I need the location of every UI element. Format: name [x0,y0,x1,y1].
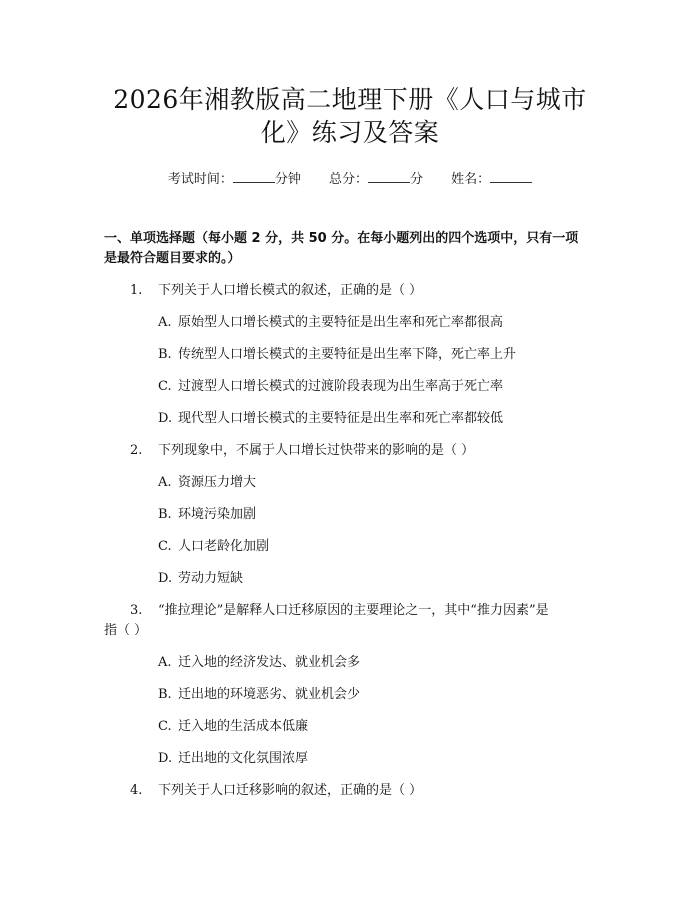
student-name-blank [490,170,532,183]
option-text: 现代型人口增长模式的主要特征是出生率和死亡率都较低 [178,411,504,426]
question-text: 下列关于人口迁移影响的叙述，正确的是（ ） [158,783,423,798]
question-1-option-d [158,410,503,428]
option-text: 环境污染加剧 [178,507,257,522]
option-text: 过渡型人口增长模式的过渡阶段表现为出生率高于死亡率 [178,379,504,394]
option-letter: A. [158,475,172,490]
total-score-blank [368,170,410,183]
option-letter: D. [158,751,173,766]
option-letter: B. [158,687,172,702]
option-text: 传统型人口增长模式的主要特征是出生率下降，死亡率上升 [178,347,517,362]
question-text: 下列现象中，不属于人口增长过快带来的影响的是（ ） [158,443,475,458]
option-letter: C. [158,539,172,554]
student-name [451,170,532,189]
option-text: 劳动力短缺 [178,571,244,586]
option-text: 迁出地的环境恶劣、就业机会少 [178,687,361,702]
option-letter: C. [158,379,172,394]
question-1-option-b [158,346,516,364]
question-2-option-c [158,538,269,556]
option-text: 资源压力增大 [178,475,257,490]
option-text: 迁入地的经济发达、就业机会多 [178,655,361,670]
total-score-unit: 分 [410,172,424,187]
document-title-line1: 2026年湘教版高二地理下册《人口与城市 [113,85,587,114]
question-text: 下列关于人口增长模式的叙述，正确的是（ ） [158,283,423,298]
exam-time-blank [233,170,275,183]
option-letter: A. [158,315,172,330]
student-name-label: 姓名： [451,172,491,187]
section-heading-line1: 一、单项选择题（每小题 2 分，共 50 分。在每小题列出的四个选项中，只有一项 [104,231,579,246]
question-number: 1. [130,283,143,298]
question-text-line2: 指（ ） [104,623,148,638]
question-2-option-a [158,474,256,492]
option-letter: D. [158,411,173,426]
exam-time [168,170,301,189]
question-3-option-a [158,654,360,672]
question-3-option-b [158,686,360,704]
exam-info [0,170,700,189]
document-title-line2: 化》练习及答案 [260,118,440,147]
exam-time-label: 考试时间： [167,172,233,187]
question-2-option-d [158,570,243,588]
question-text-line1: “推拉理论”是解释人口迁移原因的主要理论之一，其中“推力因素”是 [158,603,549,618]
question-number: 4. [130,783,143,798]
option-letter: A. [158,655,172,670]
section-heading-line2: 是最符合题目要求的。） [104,251,241,266]
question-1-option-c [158,378,503,396]
question-number: 3. [130,603,143,618]
total-score-label: 总分： [328,172,368,187]
option-letter: B. [158,347,172,362]
option-letter: B. [158,507,172,522]
question-3-option-c [158,718,308,736]
question-1-option-a [158,314,503,332]
option-text: 人口老龄化加剧 [178,539,270,554]
question-number: 2. [130,443,143,458]
option-text: 迁入地的生活成本低廉 [178,719,309,734]
total-score [329,170,423,189]
question-2-option-b [158,506,256,524]
question-3-continued [104,622,147,640]
option-letter: D. [158,571,173,586]
option-letter: C. [158,719,172,734]
option-text: 迁出地的文化氛围浓厚 [178,751,309,766]
option-text: 原始型人口增长模式的主要特征是出生率和死亡率都很高 [178,315,504,330]
exam-time-unit: 分钟 [274,172,301,187]
question-3-option-d [158,750,308,768]
